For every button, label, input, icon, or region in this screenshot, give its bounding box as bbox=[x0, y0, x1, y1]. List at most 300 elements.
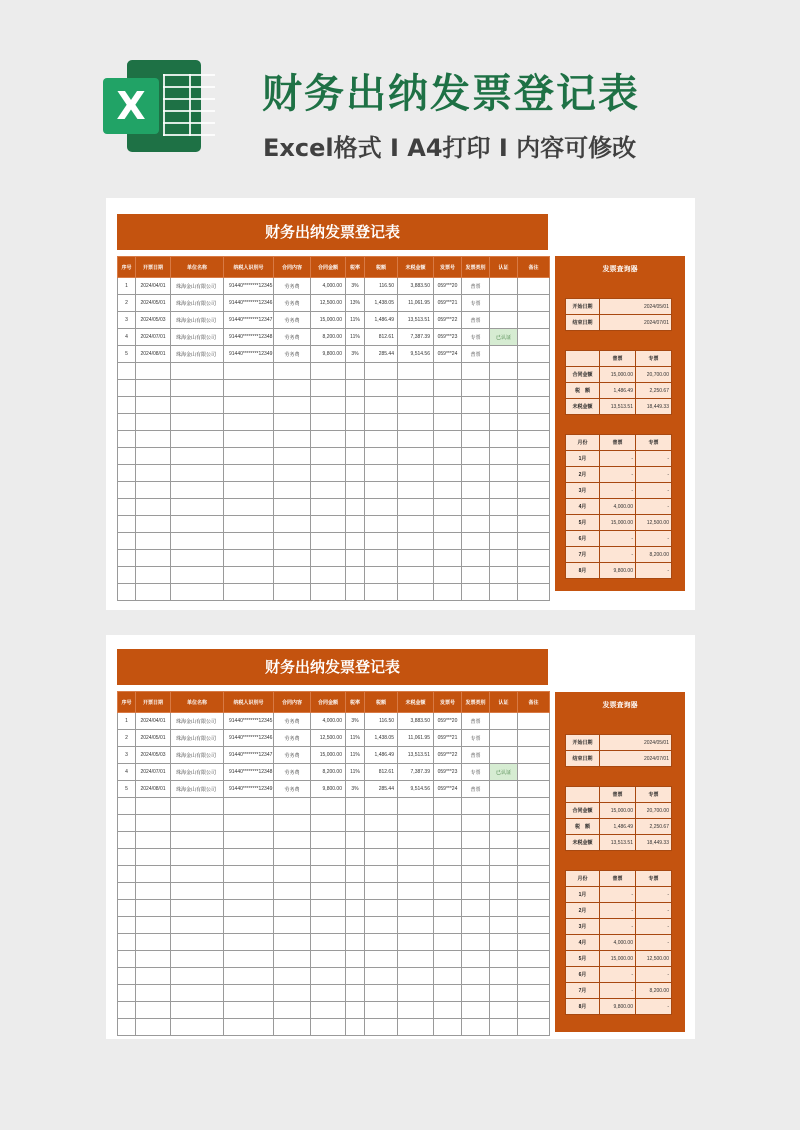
table-cell[interactable]: 劳务费 bbox=[274, 781, 311, 798]
table-cell[interactable]: 11% bbox=[346, 312, 365, 329]
table-cell[interactable] bbox=[224, 414, 274, 431]
table-cell[interactable] bbox=[346, 934, 365, 951]
table-cell[interactable] bbox=[311, 567, 346, 584]
table-cell[interactable] bbox=[118, 1019, 136, 1036]
table-cell[interactable] bbox=[398, 866, 434, 883]
table-cell[interactable] bbox=[171, 815, 224, 832]
table-cell[interactable] bbox=[365, 951, 398, 968]
table-cell[interactable] bbox=[171, 397, 224, 414]
table-cell[interactable] bbox=[462, 584, 490, 601]
table-cell[interactable]: 劳务费 bbox=[274, 730, 311, 747]
table-cell[interactable] bbox=[462, 951, 490, 968]
table-cell[interactable]: 11,061.95 bbox=[398, 730, 434, 747]
table-cell[interactable] bbox=[346, 550, 365, 567]
table-cell[interactable] bbox=[224, 516, 274, 533]
table-cell[interactable] bbox=[398, 832, 434, 849]
table-cell[interactable] bbox=[346, 951, 365, 968]
table-cell[interactable] bbox=[311, 550, 346, 567]
table-cell[interactable] bbox=[434, 832, 462, 849]
table-cell[interactable] bbox=[365, 883, 398, 900]
table-cell[interactable]: 91440********12349 bbox=[224, 346, 274, 363]
table-cell[interactable] bbox=[346, 1002, 365, 1019]
table-cell[interactable]: 7,387.39 bbox=[398, 764, 434, 781]
table-cell[interactable] bbox=[224, 499, 274, 516]
table-cell[interactable] bbox=[398, 584, 434, 601]
table-cell[interactable] bbox=[462, 397, 490, 414]
table-cell[interactable] bbox=[490, 1019, 518, 1036]
table-cell[interactable] bbox=[274, 1019, 311, 1036]
table-cell[interactable] bbox=[171, 1002, 224, 1019]
table-cell[interactable] bbox=[274, 533, 311, 550]
table-cell[interactable]: 059***21 bbox=[434, 295, 462, 312]
table-cell[interactable]: 1,438.05 bbox=[365, 295, 398, 312]
query-monthly-value[interactable]: - bbox=[600, 919, 636, 935]
query-monthly-value[interactable]: - bbox=[636, 887, 672, 903]
table-cell[interactable] bbox=[224, 533, 274, 550]
table-cell[interactable] bbox=[311, 465, 346, 482]
table-cell[interactable] bbox=[462, 1002, 490, 1019]
table-cell[interactable]: 285.44 bbox=[365, 781, 398, 798]
table-cell[interactable] bbox=[311, 380, 346, 397]
table-cell[interactable]: 劳务费 bbox=[274, 329, 311, 346]
table-cell[interactable] bbox=[398, 550, 434, 567]
table-cell[interactable]: 珠海金山有限公司 bbox=[171, 730, 224, 747]
table-cell[interactable] bbox=[136, 815, 171, 832]
table-cell[interactable] bbox=[311, 798, 346, 815]
table-cell[interactable] bbox=[118, 815, 136, 832]
table-cell[interactable] bbox=[274, 380, 311, 397]
table-cell[interactable] bbox=[490, 747, 518, 764]
table-cell[interactable] bbox=[274, 900, 311, 917]
table-cell[interactable] bbox=[365, 866, 398, 883]
table-cell[interactable] bbox=[518, 1002, 550, 1019]
query-monthly-value[interactable]: 9,800.00 bbox=[600, 999, 636, 1015]
table-cell[interactable]: 2024/05/03 bbox=[136, 747, 171, 764]
table-cell[interactable] bbox=[136, 900, 171, 917]
table-cell[interactable] bbox=[224, 584, 274, 601]
table-cell[interactable] bbox=[434, 883, 462, 900]
table-cell[interactable] bbox=[171, 414, 224, 431]
query-monthly-value[interactable]: - bbox=[636, 531, 672, 547]
query-monthly-value[interactable]: 12,500.00 bbox=[636, 515, 672, 531]
table-cell[interactable] bbox=[136, 380, 171, 397]
table-cell[interactable] bbox=[136, 985, 171, 1002]
table-cell[interactable]: 劳务费 bbox=[274, 346, 311, 363]
table-cell[interactable] bbox=[171, 380, 224, 397]
table-cell[interactable]: 3% bbox=[346, 781, 365, 798]
table-cell[interactable] bbox=[118, 380, 136, 397]
table-cell[interactable] bbox=[518, 917, 550, 934]
table-cell[interactable] bbox=[136, 533, 171, 550]
table-cell[interactable] bbox=[365, 482, 398, 499]
table-cell[interactable] bbox=[490, 448, 518, 465]
table-cell[interactable]: 劳务费 bbox=[274, 713, 311, 730]
table-cell[interactable] bbox=[490, 482, 518, 499]
query-date-range-value[interactable]: 2024/05/01 bbox=[600, 299, 672, 315]
table-cell[interactable] bbox=[398, 414, 434, 431]
table-cell[interactable] bbox=[346, 917, 365, 934]
table-cell[interactable] bbox=[434, 934, 462, 951]
table-cell[interactable] bbox=[118, 584, 136, 601]
table-cell[interactable] bbox=[434, 414, 462, 431]
table-cell[interactable] bbox=[490, 832, 518, 849]
table-cell[interactable]: 1 bbox=[118, 278, 136, 295]
table-cell[interactable] bbox=[346, 968, 365, 985]
table-cell[interactable] bbox=[118, 363, 136, 380]
table-cell[interactable] bbox=[118, 798, 136, 815]
table-cell[interactable]: 91440********12348 bbox=[224, 329, 274, 346]
table-cell[interactable] bbox=[171, 951, 224, 968]
table-cell[interactable] bbox=[398, 985, 434, 1002]
query-totals-value[interactable]: 1,486.49 bbox=[600, 383, 636, 399]
table-cell[interactable] bbox=[490, 883, 518, 900]
table-cell[interactable]: 12,500.00 bbox=[311, 730, 346, 747]
table-cell[interactable] bbox=[136, 550, 171, 567]
table-cell[interactable] bbox=[490, 985, 518, 1002]
table-cell[interactable]: 劳务费 bbox=[274, 295, 311, 312]
table-cell[interactable] bbox=[171, 917, 224, 934]
table-cell[interactable]: 已认证 bbox=[490, 329, 518, 346]
table-cell[interactable] bbox=[274, 1002, 311, 1019]
table-cell[interactable]: 2024/08/01 bbox=[136, 346, 171, 363]
table-cell[interactable]: 2 bbox=[118, 730, 136, 747]
table-cell[interactable] bbox=[224, 934, 274, 951]
table-cell[interactable] bbox=[518, 448, 550, 465]
table-cell[interactable] bbox=[171, 968, 224, 985]
table-cell[interactable] bbox=[365, 533, 398, 550]
table-cell[interactable] bbox=[518, 312, 550, 329]
table-cell[interactable] bbox=[311, 397, 346, 414]
table-cell[interactable]: 3 bbox=[118, 312, 136, 329]
table-cell[interactable] bbox=[171, 567, 224, 584]
table-cell[interactable]: 已认证 bbox=[490, 764, 518, 781]
table-cell[interactable]: 2024/08/01 bbox=[136, 781, 171, 798]
table-cell[interactable] bbox=[224, 431, 274, 448]
table-cell[interactable] bbox=[224, 968, 274, 985]
table-cell[interactable] bbox=[171, 900, 224, 917]
table-cell[interactable] bbox=[490, 713, 518, 730]
table-cell[interactable]: 059***22 bbox=[434, 312, 462, 329]
table-cell[interactable] bbox=[118, 866, 136, 883]
table-cell[interactable]: 91440********12346 bbox=[224, 730, 274, 747]
table-cell[interactable] bbox=[311, 849, 346, 866]
table-cell[interactable] bbox=[365, 516, 398, 533]
table-cell[interactable] bbox=[118, 448, 136, 465]
table-cell[interactable] bbox=[118, 465, 136, 482]
table-cell[interactable] bbox=[518, 985, 550, 1002]
table-cell[interactable]: 15,000.00 bbox=[311, 312, 346, 329]
table-cell[interactable]: 珠海金山有限公司 bbox=[171, 329, 224, 346]
table-cell[interactable] bbox=[346, 465, 365, 482]
table-cell[interactable]: 059***21 bbox=[434, 730, 462, 747]
table-cell[interactable] bbox=[434, 397, 462, 414]
query-monthly-value[interactable]: - bbox=[636, 499, 672, 515]
table-cell[interactable] bbox=[462, 798, 490, 815]
table-cell[interactable] bbox=[136, 798, 171, 815]
query-totals-value[interactable]: 15,000.00 bbox=[600, 367, 636, 383]
table-cell[interactable] bbox=[171, 866, 224, 883]
table-cell[interactable] bbox=[171, 550, 224, 567]
table-cell[interactable]: 7,387.39 bbox=[398, 329, 434, 346]
table-cell[interactable] bbox=[434, 917, 462, 934]
table-cell[interactable] bbox=[224, 567, 274, 584]
table-cell[interactable] bbox=[434, 849, 462, 866]
query-monthly-value[interactable]: - bbox=[600, 531, 636, 547]
table-cell[interactable] bbox=[398, 363, 434, 380]
table-cell[interactable] bbox=[118, 951, 136, 968]
table-cell[interactable]: 91440********12346 bbox=[224, 295, 274, 312]
table-cell[interactable] bbox=[118, 832, 136, 849]
table-cell[interactable] bbox=[171, 985, 224, 1002]
table-cell[interactable] bbox=[311, 1002, 346, 1019]
table-cell[interactable] bbox=[171, 1019, 224, 1036]
table-cell[interactable] bbox=[274, 363, 311, 380]
table-cell[interactable] bbox=[274, 985, 311, 1002]
table-cell[interactable]: 91440********12345 bbox=[224, 713, 274, 730]
table-cell[interactable] bbox=[136, 849, 171, 866]
table-cell[interactable]: 专票 bbox=[462, 329, 490, 346]
table-cell[interactable] bbox=[224, 465, 274, 482]
table-cell[interactable] bbox=[518, 815, 550, 832]
table-cell[interactable]: 91440********12345 bbox=[224, 278, 274, 295]
table-cell[interactable] bbox=[462, 849, 490, 866]
table-cell[interactable] bbox=[274, 849, 311, 866]
table-cell[interactable] bbox=[311, 414, 346, 431]
table-cell[interactable] bbox=[346, 380, 365, 397]
table-cell[interactable] bbox=[398, 900, 434, 917]
table-cell[interactable] bbox=[434, 380, 462, 397]
table-cell[interactable] bbox=[346, 1019, 365, 1036]
table-cell[interactable]: 116.50 bbox=[365, 713, 398, 730]
table-cell[interactable] bbox=[490, 917, 518, 934]
table-cell[interactable] bbox=[398, 951, 434, 968]
table-cell[interactable] bbox=[518, 798, 550, 815]
table-cell[interactable] bbox=[462, 567, 490, 584]
table-cell[interactable] bbox=[224, 397, 274, 414]
query-totals-value[interactable]: 20,700.00 bbox=[636, 367, 672, 383]
query-monthly-value[interactable]: 15,000.00 bbox=[600, 951, 636, 967]
table-cell[interactable] bbox=[171, 448, 224, 465]
table-cell[interactable] bbox=[171, 849, 224, 866]
table-cell[interactable] bbox=[398, 482, 434, 499]
table-cell[interactable]: 4 bbox=[118, 329, 136, 346]
table-cell[interactable] bbox=[171, 798, 224, 815]
table-cell[interactable]: 059***24 bbox=[434, 346, 462, 363]
table-cell[interactable] bbox=[398, 883, 434, 900]
table-cell[interactable] bbox=[346, 482, 365, 499]
table-cell[interactable] bbox=[490, 550, 518, 567]
table-cell[interactable] bbox=[462, 1019, 490, 1036]
table-cell[interactable] bbox=[462, 866, 490, 883]
table-cell[interactable] bbox=[490, 499, 518, 516]
table-cell[interactable] bbox=[274, 397, 311, 414]
table-cell[interactable]: 2024/05/01 bbox=[136, 730, 171, 747]
table-cell[interactable] bbox=[136, 866, 171, 883]
table-cell[interactable] bbox=[171, 533, 224, 550]
table-cell[interactable] bbox=[136, 1019, 171, 1036]
table-cell[interactable]: 珠海金山有限公司 bbox=[171, 278, 224, 295]
table-cell[interactable] bbox=[518, 397, 550, 414]
table-cell[interactable] bbox=[224, 1019, 274, 1036]
table-cell[interactable] bbox=[274, 482, 311, 499]
table-cell[interactable] bbox=[490, 567, 518, 584]
table-cell[interactable] bbox=[462, 934, 490, 951]
table-cell[interactable] bbox=[136, 584, 171, 601]
table-cell[interactable]: 珠海金山有限公司 bbox=[171, 295, 224, 312]
table-cell[interactable] bbox=[136, 968, 171, 985]
table-cell[interactable] bbox=[490, 730, 518, 747]
table-cell[interactable] bbox=[518, 516, 550, 533]
query-monthly-value[interactable]: - bbox=[600, 467, 636, 483]
table-cell[interactable]: 11,061.95 bbox=[398, 295, 434, 312]
table-cell[interactable] bbox=[518, 363, 550, 380]
table-cell[interactable]: 4,000.00 bbox=[311, 713, 346, 730]
query-totals-value[interactable]: 13,513.51 bbox=[600, 835, 636, 851]
table-cell[interactable]: 2024/07/01 bbox=[136, 329, 171, 346]
table-cell[interactable] bbox=[346, 363, 365, 380]
table-cell[interactable]: 91440********12348 bbox=[224, 764, 274, 781]
table-cell[interactable] bbox=[462, 985, 490, 1002]
query-monthly-value[interactable]: 4,000.00 bbox=[600, 499, 636, 515]
table-cell[interactable] bbox=[365, 917, 398, 934]
table-cell[interactable] bbox=[224, 917, 274, 934]
table-cell[interactable] bbox=[434, 968, 462, 985]
table-cell[interactable]: 专票 bbox=[462, 764, 490, 781]
table-cell[interactable] bbox=[274, 584, 311, 601]
table-cell[interactable] bbox=[274, 917, 311, 934]
table-cell[interactable] bbox=[518, 431, 550, 448]
query-monthly-value[interactable]: 12,500.00 bbox=[636, 951, 672, 967]
query-monthly-value[interactable]: - bbox=[636, 483, 672, 499]
table-cell[interactable] bbox=[490, 380, 518, 397]
table-cell[interactable] bbox=[136, 832, 171, 849]
table-cell[interactable] bbox=[490, 346, 518, 363]
table-cell[interactable] bbox=[346, 414, 365, 431]
table-cell[interactable] bbox=[136, 934, 171, 951]
table-cell[interactable] bbox=[398, 798, 434, 815]
table-cell[interactable] bbox=[398, 1002, 434, 1019]
query-totals-value[interactable]: 20,700.00 bbox=[636, 803, 672, 819]
table-cell[interactable] bbox=[118, 414, 136, 431]
table-cell[interactable] bbox=[518, 866, 550, 883]
table-cell[interactable] bbox=[434, 815, 462, 832]
table-cell[interactable]: 4 bbox=[118, 764, 136, 781]
table-cell[interactable] bbox=[365, 380, 398, 397]
table-cell[interactable] bbox=[171, 499, 224, 516]
table-cell[interactable]: 9,514.56 bbox=[398, 781, 434, 798]
query-monthly-value[interactable]: 8,200.00 bbox=[636, 547, 672, 563]
table-cell[interactable]: 3 bbox=[118, 747, 136, 764]
table-cell[interactable] bbox=[118, 482, 136, 499]
table-cell[interactable] bbox=[311, 951, 346, 968]
table-cell[interactable] bbox=[434, 482, 462, 499]
table-cell[interactable] bbox=[462, 499, 490, 516]
table-cell[interactable] bbox=[118, 883, 136, 900]
table-cell[interactable] bbox=[311, 431, 346, 448]
table-cell[interactable] bbox=[434, 431, 462, 448]
table-cell[interactable]: 劳务费 bbox=[274, 747, 311, 764]
table-cell[interactable] bbox=[311, 934, 346, 951]
table-cell[interactable] bbox=[224, 815, 274, 832]
table-cell[interactable]: 059***20 bbox=[434, 713, 462, 730]
table-cell[interactable] bbox=[365, 849, 398, 866]
table-cell[interactable] bbox=[274, 951, 311, 968]
table-cell[interactable]: 普票 bbox=[462, 278, 490, 295]
table-cell[interactable]: 劳务费 bbox=[274, 312, 311, 329]
table-cell[interactable]: 2024/04/01 bbox=[136, 278, 171, 295]
table-cell[interactable] bbox=[518, 482, 550, 499]
table-cell[interactable] bbox=[490, 951, 518, 968]
table-cell[interactable] bbox=[365, 397, 398, 414]
table-cell[interactable]: 普票 bbox=[462, 747, 490, 764]
table-cell[interactable] bbox=[274, 448, 311, 465]
table-cell[interactable] bbox=[462, 448, 490, 465]
table-cell[interactable] bbox=[171, 431, 224, 448]
table-cell[interactable] bbox=[434, 985, 462, 1002]
table-cell[interactable] bbox=[518, 968, 550, 985]
table-cell[interactable] bbox=[398, 397, 434, 414]
table-cell[interactable] bbox=[490, 781, 518, 798]
table-cell[interactable] bbox=[171, 934, 224, 951]
query-monthly-value[interactable]: 4,000.00 bbox=[600, 935, 636, 951]
table-cell[interactable]: 285.44 bbox=[365, 346, 398, 363]
table-cell[interactable] bbox=[434, 533, 462, 550]
table-cell[interactable] bbox=[365, 414, 398, 431]
table-cell[interactable] bbox=[490, 278, 518, 295]
table-cell[interactable] bbox=[518, 278, 550, 295]
table-cell[interactable] bbox=[311, 900, 346, 917]
table-cell[interactable]: 劳务费 bbox=[274, 278, 311, 295]
table-cell[interactable] bbox=[462, 968, 490, 985]
table-cell[interactable] bbox=[434, 448, 462, 465]
table-cell[interactable] bbox=[434, 951, 462, 968]
table-cell[interactable] bbox=[518, 1019, 550, 1036]
table-cell[interactable] bbox=[274, 414, 311, 431]
table-cell[interactable]: 专票 bbox=[462, 295, 490, 312]
table-cell[interactable] bbox=[518, 533, 550, 550]
table-cell[interactable] bbox=[136, 482, 171, 499]
table-cell[interactable] bbox=[274, 968, 311, 985]
table-cell[interactable]: 15,000.00 bbox=[311, 747, 346, 764]
query-monthly-value[interactable]: - bbox=[636, 563, 672, 579]
query-monthly-value[interactable]: - bbox=[636, 919, 672, 935]
table-cell[interactable]: 1,486.49 bbox=[365, 747, 398, 764]
table-cell[interactable] bbox=[346, 448, 365, 465]
table-cell[interactable]: 2 bbox=[118, 295, 136, 312]
table-cell[interactable]: 珠海金山有限公司 bbox=[171, 747, 224, 764]
table-cell[interactable] bbox=[274, 798, 311, 815]
table-cell[interactable] bbox=[518, 781, 550, 798]
query-monthly-value[interactable]: - bbox=[600, 451, 636, 467]
table-cell[interactable]: 普票 bbox=[462, 713, 490, 730]
table-cell[interactable]: 劳务费 bbox=[274, 764, 311, 781]
table-cell[interactable] bbox=[490, 584, 518, 601]
table-cell[interactable] bbox=[365, 499, 398, 516]
table-cell[interactable]: 8,200.00 bbox=[311, 764, 346, 781]
table-cell[interactable] bbox=[274, 832, 311, 849]
table-cell[interactable] bbox=[365, 985, 398, 1002]
table-cell[interactable]: 普票 bbox=[462, 781, 490, 798]
table-cell[interactable]: 1,438.05 bbox=[365, 730, 398, 747]
table-cell[interactable] bbox=[224, 985, 274, 1002]
table-cell[interactable] bbox=[365, 550, 398, 567]
table-cell[interactable] bbox=[224, 550, 274, 567]
table-cell[interactable] bbox=[398, 431, 434, 448]
table-cell[interactable] bbox=[346, 516, 365, 533]
table-cell[interactable] bbox=[462, 482, 490, 499]
query-totals-value[interactable]: 2,250.67 bbox=[636, 819, 672, 835]
table-cell[interactable] bbox=[365, 448, 398, 465]
